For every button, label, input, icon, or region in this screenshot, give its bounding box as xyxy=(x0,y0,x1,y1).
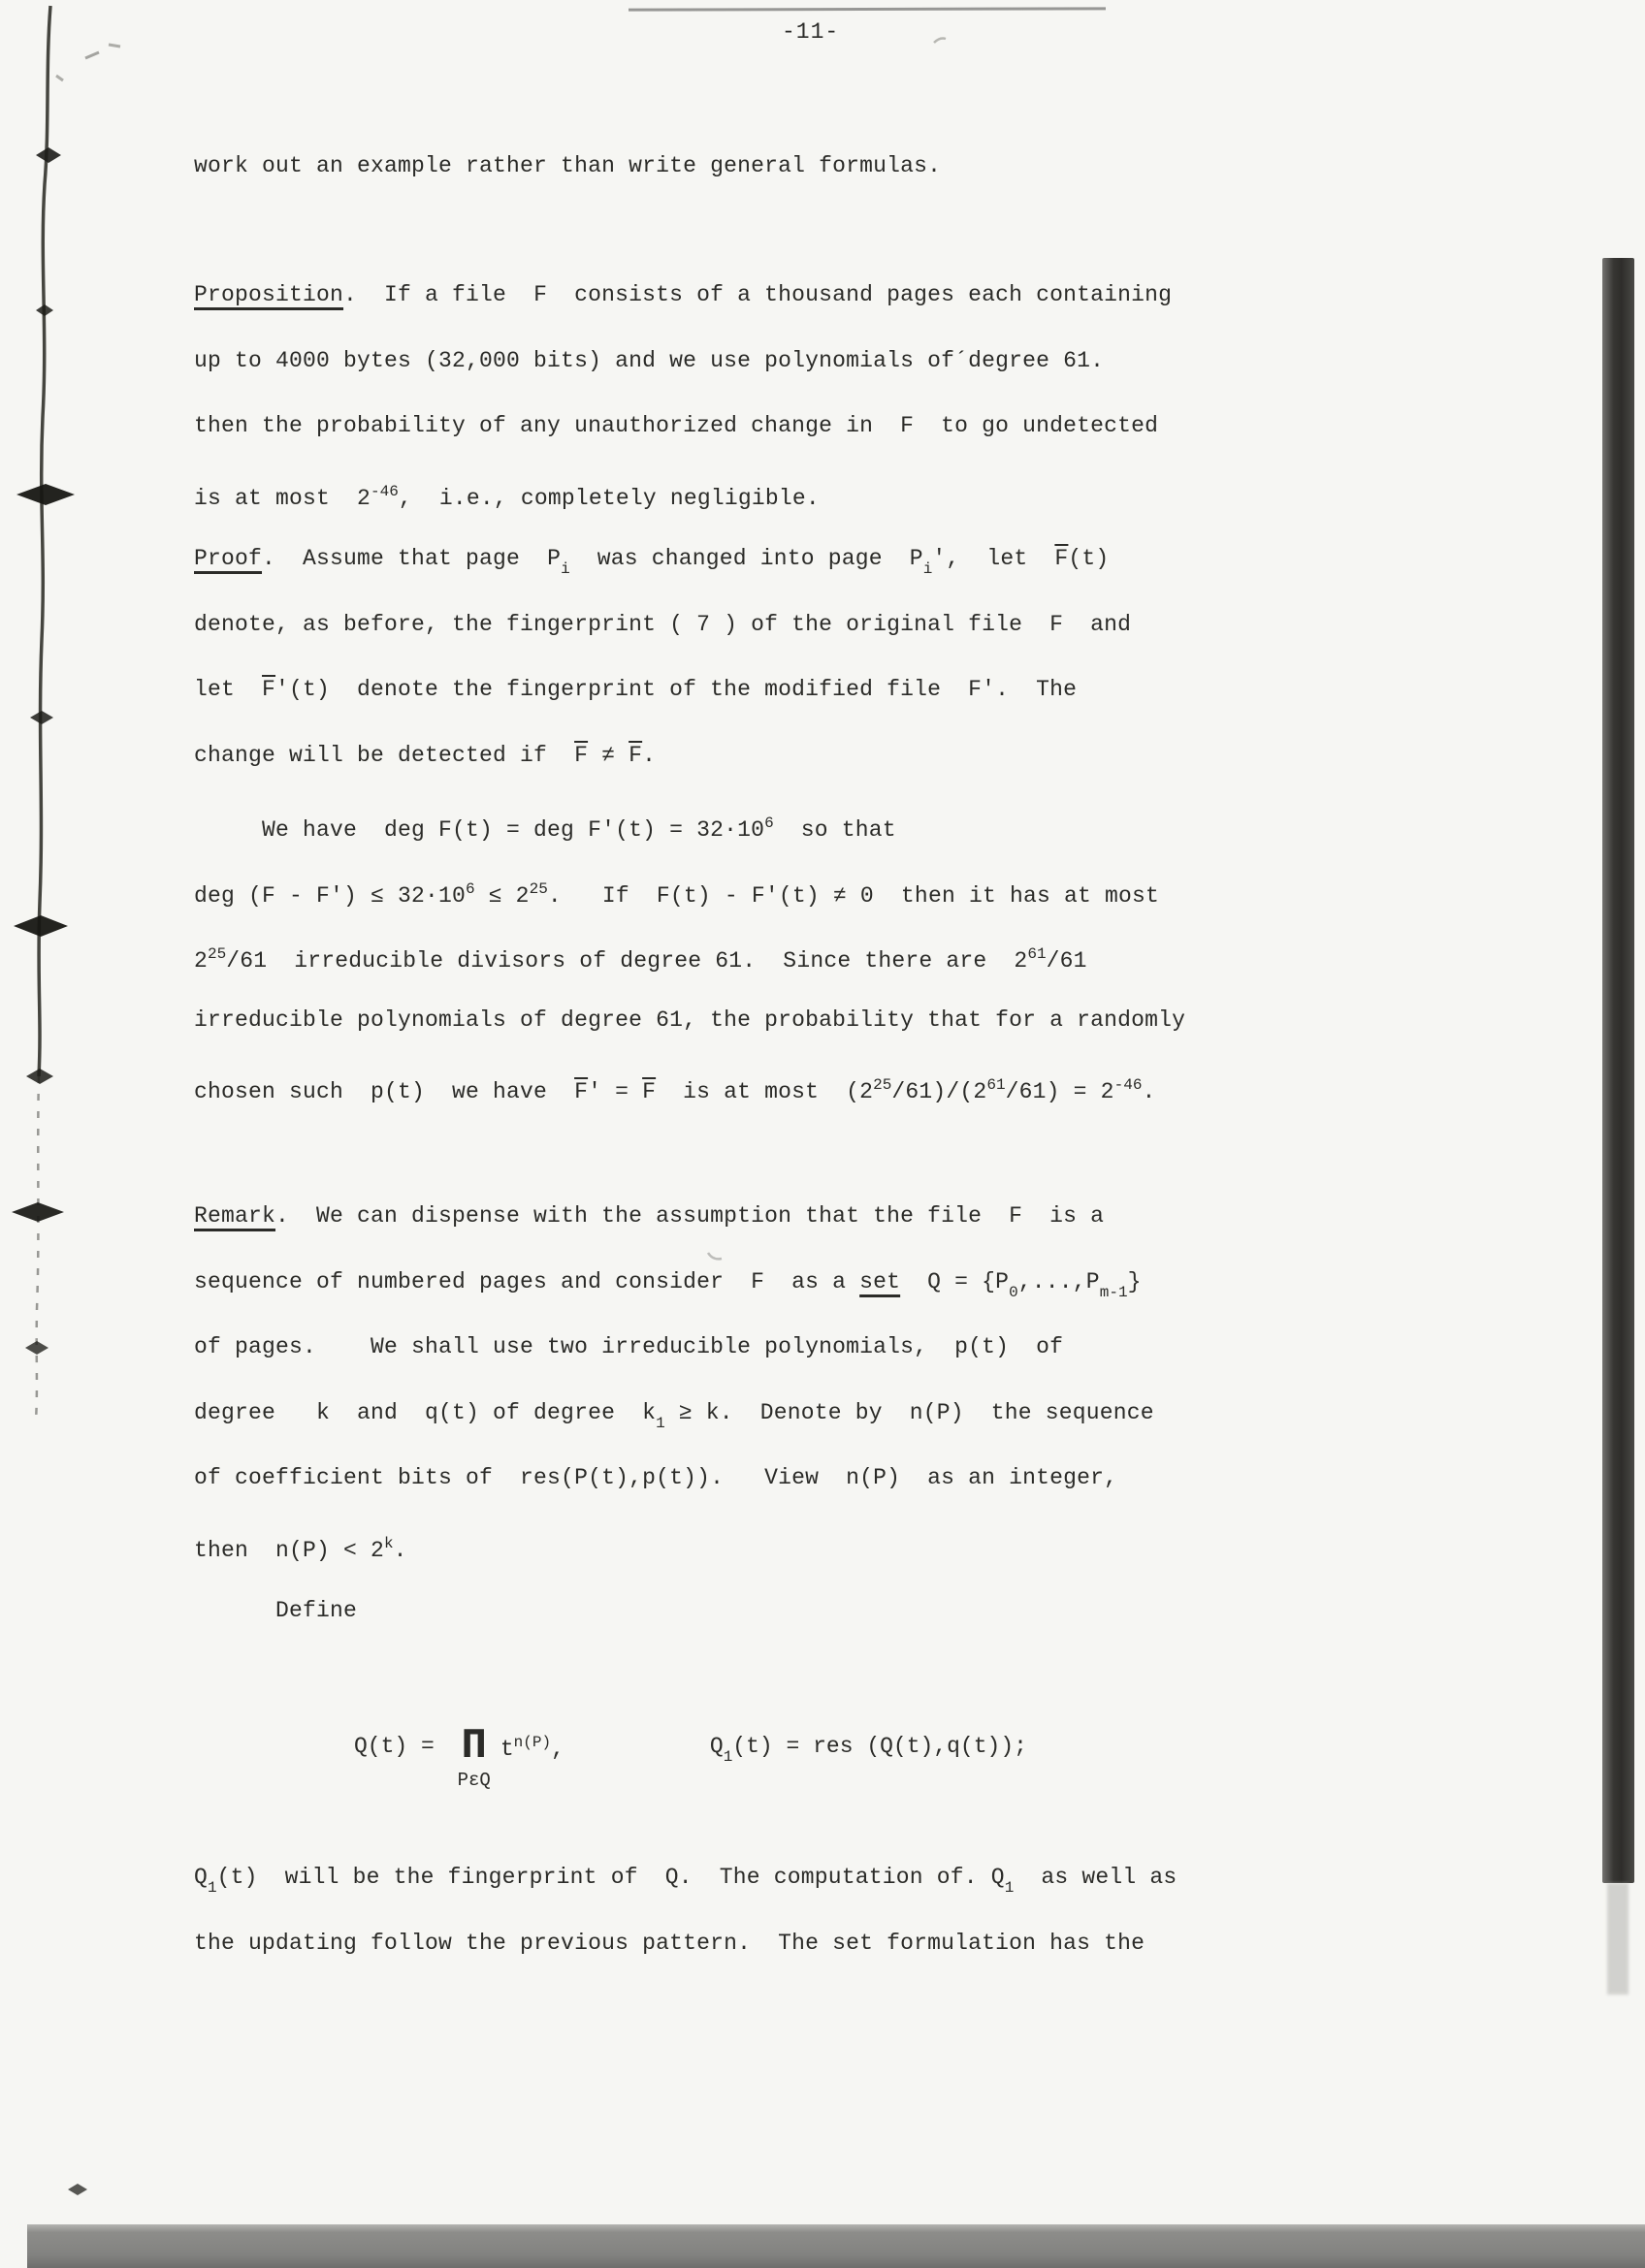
paragraph-proof-calculation xyxy=(194,791,1185,1119)
paragraph-intro xyxy=(194,134,941,200)
paragraph-remark xyxy=(194,1184,1154,1577)
text-line: Define xyxy=(194,1598,358,1623)
text-line: then $n(P) < 2^k$. xyxy=(194,1534,407,1563)
text-line: Remark. We can dispense with the assumption that the file F is a xyxy=(194,1203,1105,1229)
equation-lhs: Q(t) = xyxy=(354,1734,448,1759)
text-line: Proposition. If a file F consists of a thousand pages each containing xyxy=(194,282,1173,307)
text-line: irreducible polynomials of degree 61, the probability that for a randomly xyxy=(194,1006,1186,1033)
text-line: the updating follow the previous pattern. The set formulation has the xyxy=(194,1930,1145,1956)
paragraph-define xyxy=(194,1579,357,1645)
text-line: $2^{25}/61$ irreducible divisors of degree 61. Since there are $2^{61}/61$ xyxy=(194,945,1087,974)
text-line: of coefficient bits of res(P(t),p(t)). View n(P) as an integer, xyxy=(194,1465,1118,1490)
equation-rhs: $Q_1(t)$ = res (Q(t),q(t)); xyxy=(709,1734,1027,1766)
text-line: $Q_1(t)$ will be the fingerprint of Q. The computation of. $Q_1$ as well as xyxy=(194,1865,1177,1897)
text-line: then the probability of any unauthorized change in F to go undetected xyxy=(194,413,1159,438)
text-line: up to 4000 bytes (32,000 bits) and we use polynomials of´degree 61. xyxy=(194,347,1105,373)
equation-term: $t^{n(P)}$, xyxy=(500,1734,564,1762)
text-line: let $\overline{F}'(t)$ denote the fingerprint of the modified file F'. The xyxy=(194,677,1078,702)
text-line: is at most $2^{-46}$, i.e., completely negligible. xyxy=(194,482,820,511)
text-line: work out an example rather than write general formulas. xyxy=(194,153,942,178)
text-line: degree k and q(t) of degree $k_1 \ge k$. Denote by n(P) the sequence xyxy=(194,1399,1154,1432)
paragraph-closing xyxy=(194,1845,1177,1976)
text-line: change will be detected if $\overline{F} \ne \overline{F}$. xyxy=(194,742,657,768)
paragraph-proposition xyxy=(194,263,1172,525)
text-line: Proof. Assume that page $P_i$ was changed into page $P_i'$, let $\overline{F}(t)$ xyxy=(194,546,1110,578)
text-line: of pages. We shall use two irreducible polynomials, p(t) of xyxy=(194,1334,1064,1359)
text-line: We have deg F(t) = deg $F'(t) = 32\cdot 10^6$ so that xyxy=(194,815,896,843)
equation-fingerprint-definition xyxy=(354,1724,1027,1792)
product-subscript: PεQ xyxy=(457,1770,491,1791)
text-line: sequence of numbered pages and consider F as a set $Q = \{P_0,...,P_{m-1}\}$ xyxy=(194,1268,1142,1301)
text-line: deg $(F - F') \le 32\cdot 10^6 \le 2^{25}$. If F(t) - F'(t) ≠ 0 then it has at most xyxy=(194,879,1159,909)
product-symbol: Π xyxy=(461,1722,487,1771)
text-line: chosen such p(t) we have $\overline{F}' = \overline{F}$ is at most $(2^{25}/61)/(2^{61}/61) = 2^{-46}$. xyxy=(194,1076,1156,1104)
text-line: denote, as before, the fingerprint ( 7 ) of the original file F and xyxy=(194,611,1132,637)
product-operator xyxy=(458,1724,491,1792)
paragraph-proof xyxy=(194,527,1131,788)
page-number: -11- xyxy=(782,19,840,45)
